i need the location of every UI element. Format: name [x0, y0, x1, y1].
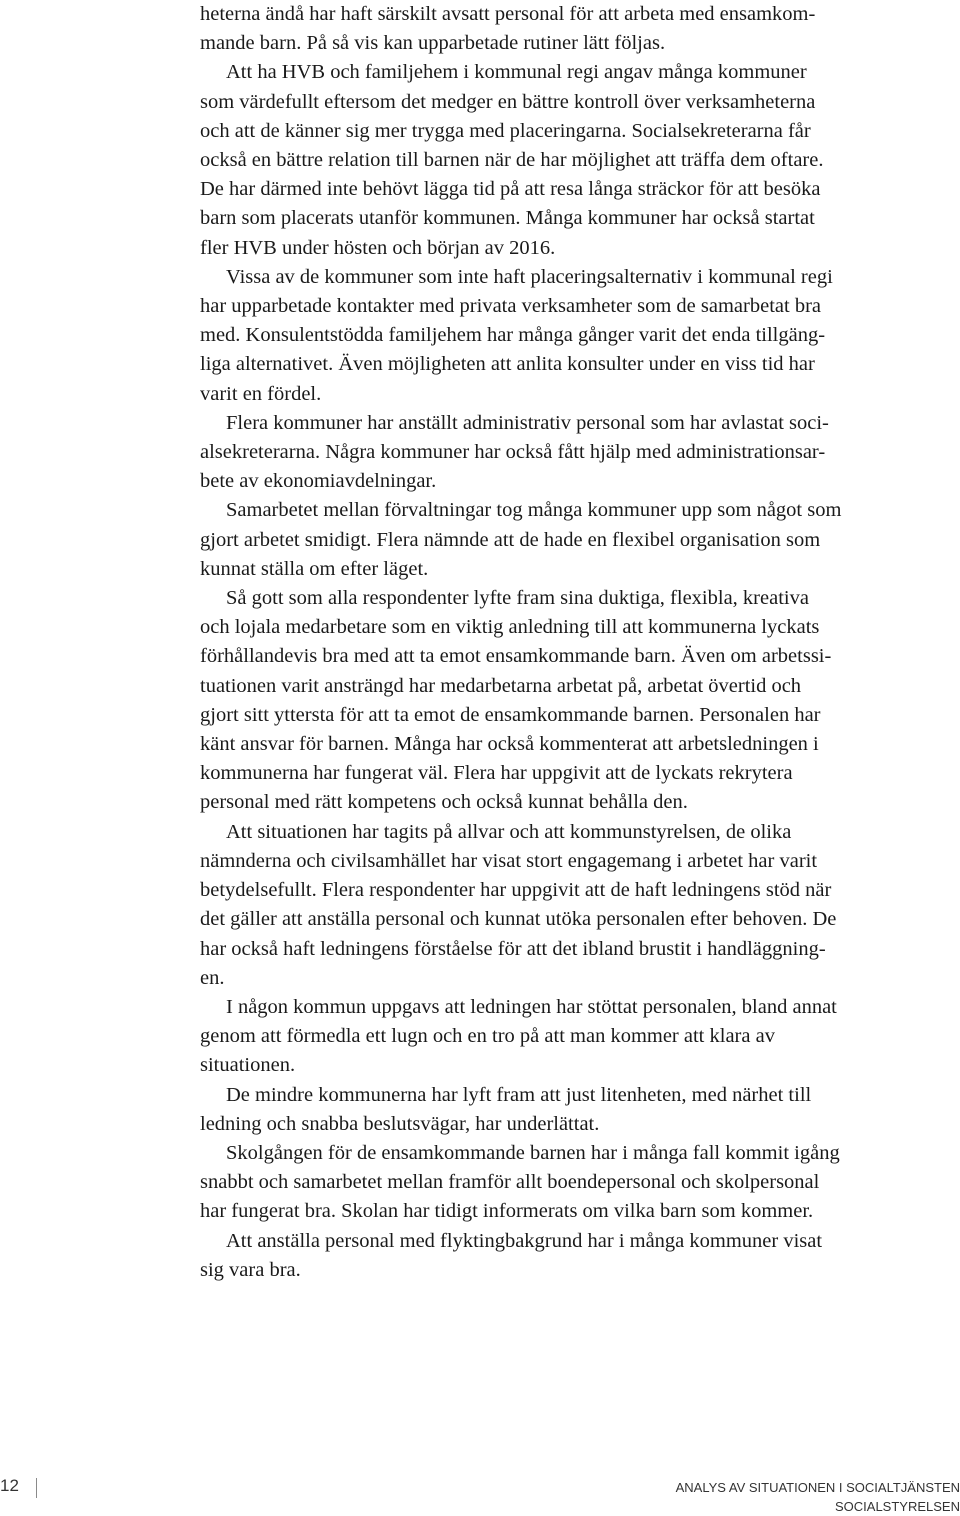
text-line: barn som placerats utanför kommunen. Många kommuner har också startat [200, 207, 815, 230]
text-line: kunnat ställa om efter läget. [200, 557, 429, 580]
text-line: det gäller att anställa personal och kunnat utöka personalen efter behoven. De [200, 908, 837, 931]
text-line: och att de känner sig mer trygga med placeringarna. Socialsekreterarna får [200, 119, 811, 142]
paragraph-start-line: Så gott som alla respondenter lyfte fram sina duktiga, flexibla, kreativa [226, 587, 809, 610]
text-line: en. [200, 966, 225, 989]
text-line: genom att förmedla ett lugn och en tro på att man kommer att klara av [200, 1025, 775, 1048]
paragraph-start-line: Skolgången för de ensamkommande barnen har i många fall kommit igång [226, 1141, 840, 1164]
text-line: heterna ändå har haft särskilt avsatt personal för att arbeta med ensamkom- [200, 3, 816, 25]
text-line: och lojala medarbetare som en viktig anledning till att kommunerna lyckats [200, 616, 820, 639]
text-line: bete av ekonomiavdelningar. [200, 470, 437, 493]
text-line: tuationen varit ansträngd har medarbetarna arbetat på, arbetat övertid och [200, 674, 802, 697]
paragraph-start-line: Att situationen har tagits på allvar och att kommunstyrelsen, de olika [226, 820, 792, 843]
page-number: 12 [0, 1476, 19, 1495]
text-line: känt ansvar för barnen. Många har också kommenterat att arbetsledningen i [200, 733, 819, 756]
publisher-name: SOCIALSTYRELSEN [835, 1499, 960, 1514]
paragraph-start-line: Att ha HVB och familjehem i kommunal regi angav många kommuner [226, 61, 807, 84]
text-line: varit en fördel. [200, 382, 322, 405]
text-line: som värdefullt eftersom det medger en bättre kontroll över verksamheterna [200, 90, 816, 113]
paragraph-start-line: Vissa av de kommuner som inte haft placeringsalternativ i kommunal regi [226, 265, 833, 288]
text-line: ledning och snabba beslutsvägar, har underlättat. [200, 1112, 600, 1135]
text-line: har upparbetade kontakter med privata verksamheter som de samarbetat bra [200, 295, 821, 318]
footer-running-title [676, 1478, 960, 1516]
text-line: situationen. [200, 1054, 296, 1077]
text-line: alsekreterarna. Några kommuner har också fått hjälp med administrationsar- [200, 441, 826, 464]
text-line: personal med rätt kompetens och också kunnat behålla den. [200, 791, 688, 814]
body-text [200, 0, 960, 1285]
paragraph-start-line: Flera kommuner har anställt administrativ personal som har avlastat soci- [226, 411, 829, 434]
text-line: fler HVB under hösten och början av 2016. [200, 236, 556, 259]
text-line: med. Konsulentstödda familjehem har många gånger varit det enda tillgäng- [200, 324, 826, 347]
text-line: snabbt och samarbetet mellan framför allt boendepersonal och skolpersonal [200, 1171, 820, 1194]
text-line: har också haft ledningens förståelse för att det ibland brustit i handläggning- [200, 937, 826, 960]
paragraph-start-line: Att anställa personal med flyktingbakgrund har i många kommuner visat [226, 1229, 823, 1252]
text-line: sig vara bra. [200, 1258, 301, 1281]
paragraph-start-line: De mindre kommunerna har lyft fram att just litenheten, med närhet till [226, 1083, 812, 1106]
text-line: De har därmed inte behövt lägga tid på att resa långa sträckor för att besöka [200, 178, 821, 201]
text-line: också en bättre relation till barnen när de har möjlighet att träffa dem oftare. [200, 149, 824, 172]
text-line: betydelsefullt. Flera respondenter har uppgivit att de haft ledningens stöd när [200, 879, 832, 902]
text-line: gjort sitt yttersta för att ta emot de ensamkommande barnen. Personalen har [200, 703, 821, 726]
text-line: nämnderna och civilsamhället har visat stort engagemang i arbetet har varit [200, 849, 818, 872]
paragraph-start-line: I någon kommun uppgavs att ledningen har stöttat personalen, bland annat [226, 995, 837, 1018]
text-line: förhållandevis bra med att ta emot ensamkommande barn. Även om arbetssi- [200, 645, 832, 668]
text-line: mande barn. På så vis kan upparbetade rutiner lätt följas. [200, 32, 666, 55]
text-line: kommunerna har fungerat väl. Flera har uppgivit att de lyckats rekrytera [200, 762, 793, 785]
text-line: har fungerat bra. Skolan har tidigt informerats om vilka barn som kommer. [200, 1200, 814, 1223]
text-line: gjort arbetet smidigt. Flera nämnde att de hade en flexibel organisation som [200, 528, 821, 551]
paragraph-start-line: Samarbetet mellan förvaltningar tog många kommuner upp som något som [226, 499, 842, 522]
report-title: ANALYS AV SITUATIONEN I SOCIALTJÄNSTEN [675, 1480, 960, 1495]
text-line: liga alternativet. Även möjligheten att anlita konsulter under en viss tid har [200, 353, 815, 376]
footer-divider [36, 1478, 37, 1498]
